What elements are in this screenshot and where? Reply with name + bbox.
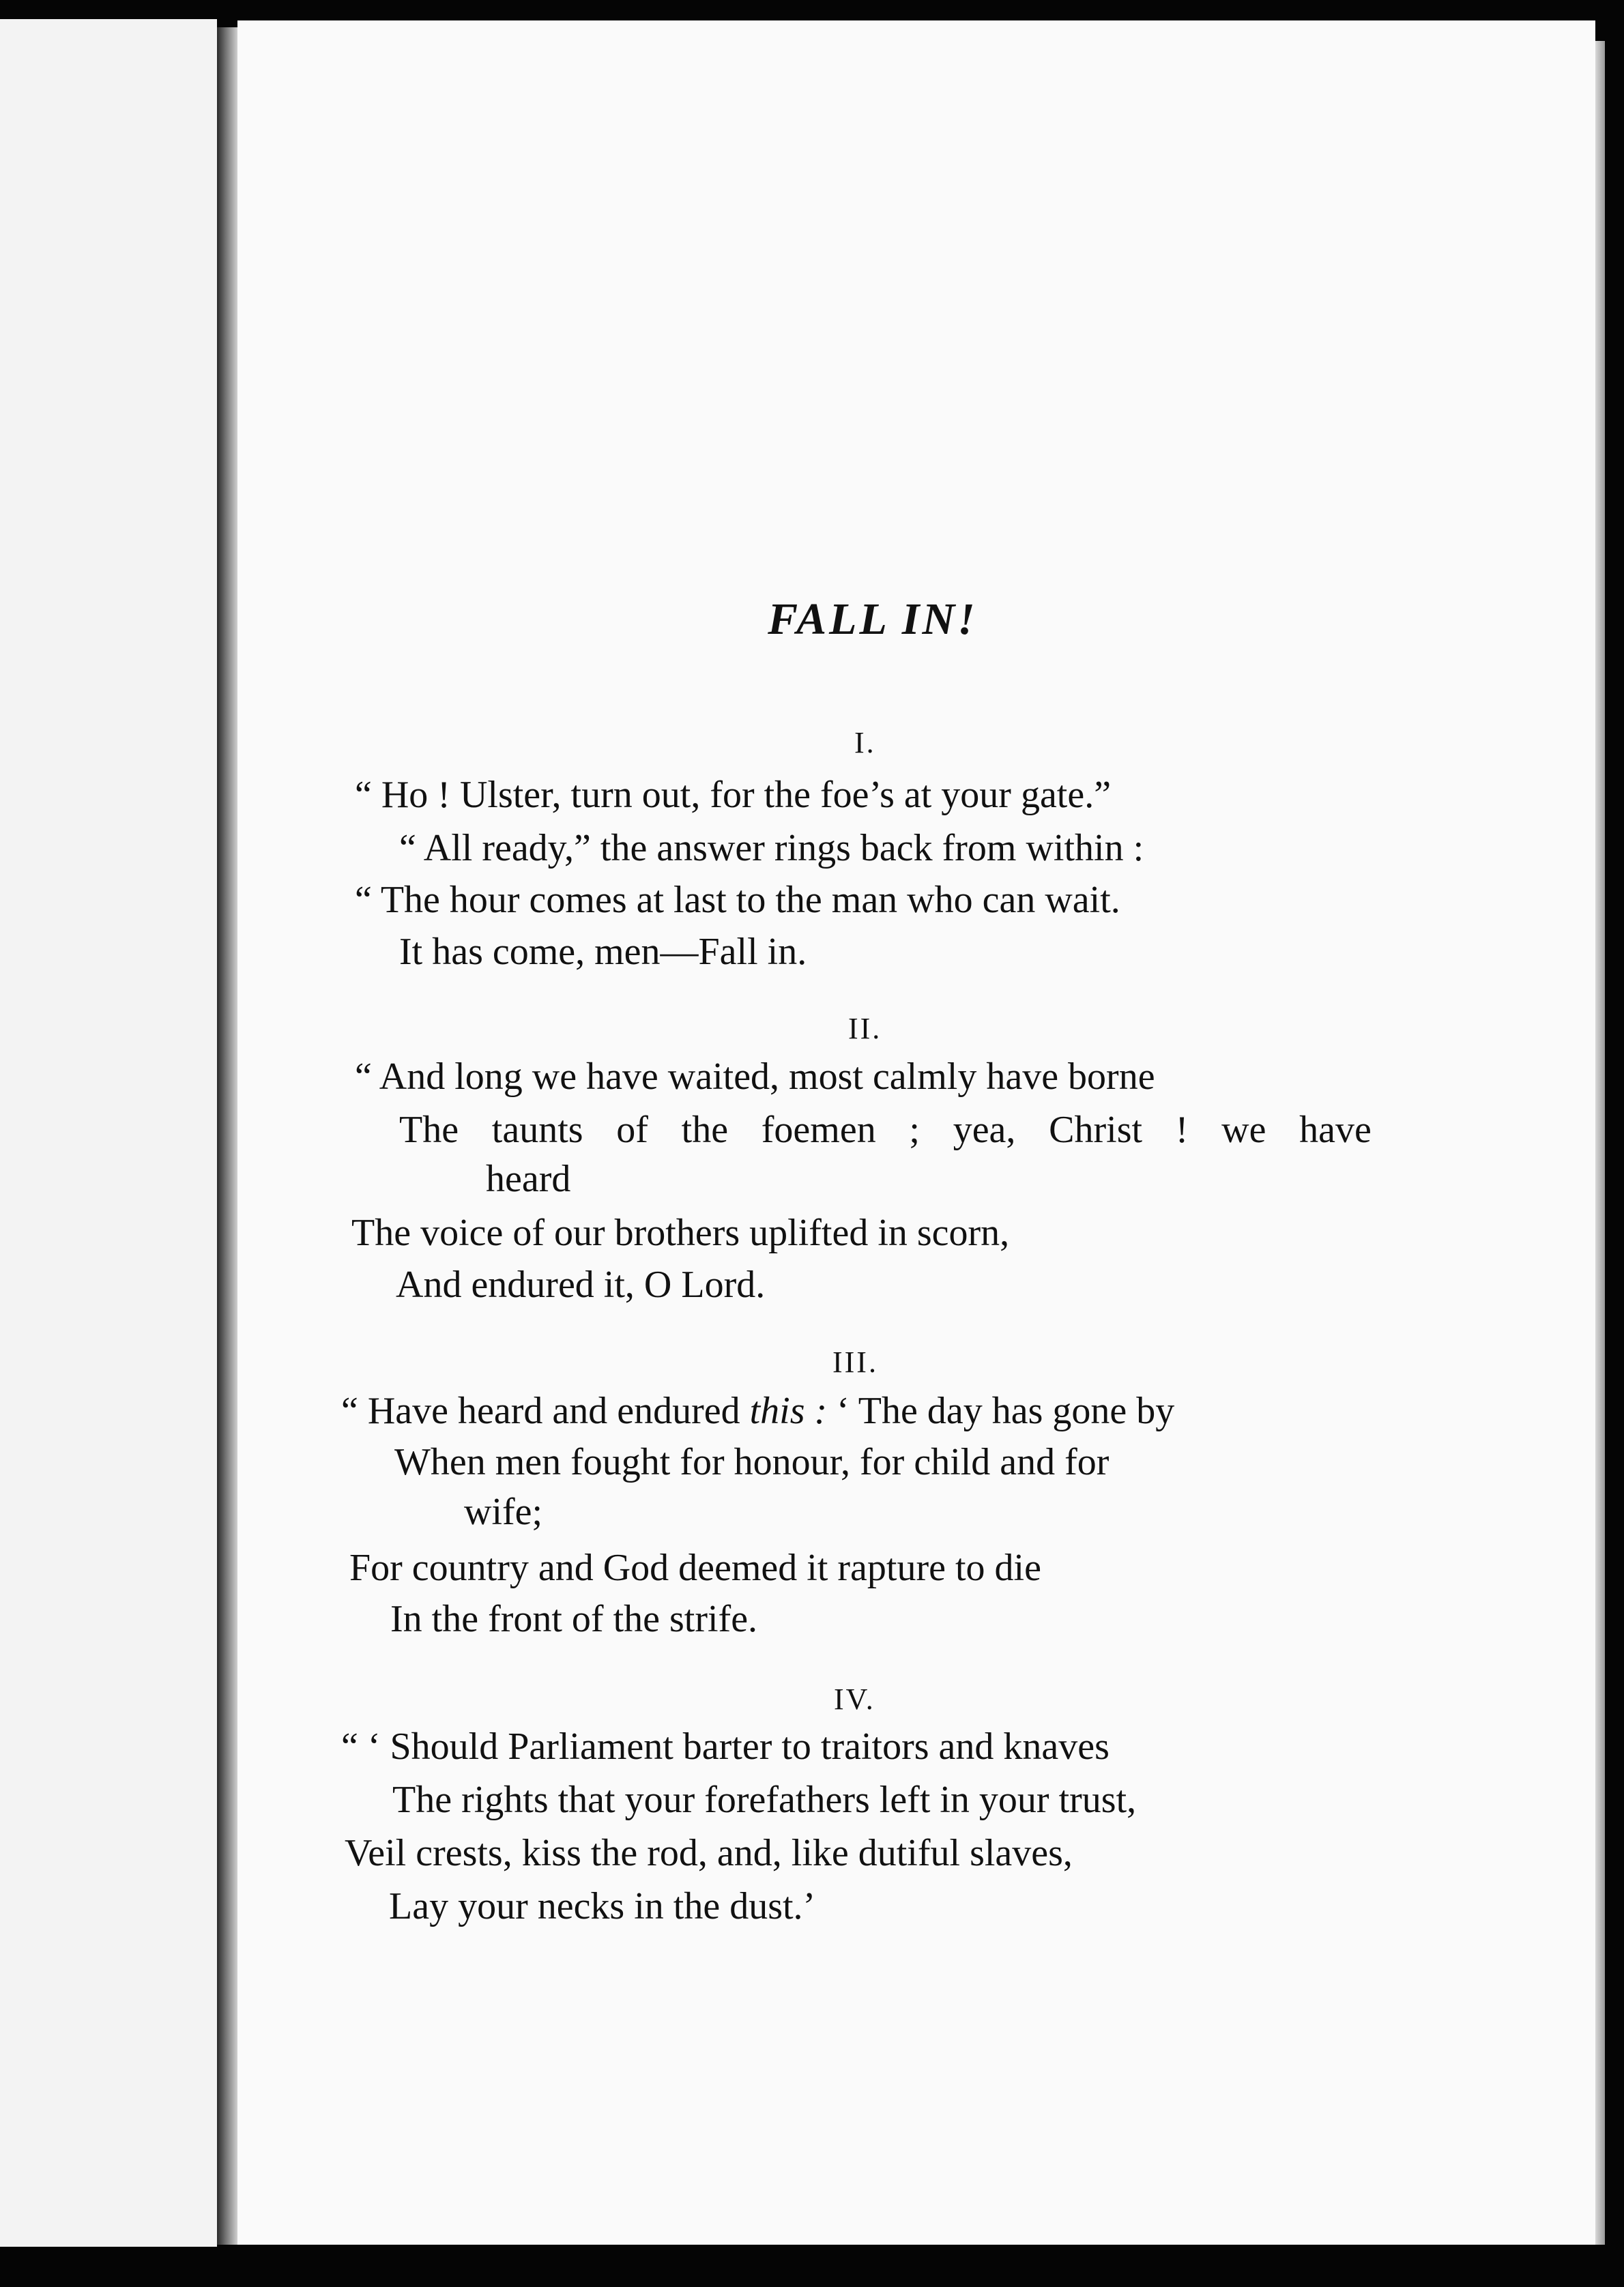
verse-line-1-1: “ Ho ! Ulster, turn out, for the foe’s at your gate.” [355, 774, 1112, 816]
verse-line-3-1-start: “ Have heard and endured [341, 1390, 750, 1432]
verse-line-3-4: For country and God deemed it rapture to die [349, 1547, 1041, 1589]
verse-line-4-3: Veil crests, kiss the rod, and, like dutiful slaves, [345, 1832, 1073, 1874]
verse-line-2-5: And endured it, O Lord. [396, 1264, 766, 1306]
verse-line-1-2: “ All ready,” the answer rings back from within : [399, 827, 1144, 869]
poem-title: FALL IN! [768, 594, 978, 644]
verse-word: yea, [953, 1109, 1016, 1151]
verse-line-3-2: When men fought for honour, for child and for [394, 1441, 1110, 1483]
verse-line-1-4: It has come, men—Fall in. [399, 931, 807, 973]
verse-word: ; [909, 1109, 920, 1151]
page-edge [1595, 41, 1605, 2245]
book-gutter [217, 27, 237, 2245]
stanza-number-1: I. [854, 726, 876, 759]
stanza-number-2: II. [848, 1012, 882, 1045]
verse-line-3-5: In the front of the strife. [390, 1598, 758, 1640]
verse-word: ! [1175, 1109, 1189, 1151]
verse-line-3-1 [341, 1392, 1174, 1430]
verse-word: have [1299, 1109, 1372, 1151]
verse-line-1-3: “ The hour comes at last to the man who can wait. [355, 879, 1120, 921]
verse-line-2-3: heard [486, 1158, 571, 1200]
verse-line-2-1: “ And long we have waited, most calmly have borne [355, 1055, 1155, 1098]
verse-word: foemen [761, 1109, 876, 1151]
verse-line-3-1-end: ‘ The day has gone by [827, 1390, 1175, 1432]
verse-line-4-4: Lay your necks in the dust.’ [389, 1885, 816, 1927]
verse-word: taunts [491, 1109, 583, 1151]
verse-line-2-4: The voice of our brothers uplifted in scorn, [351, 1212, 1010, 1254]
stanza-number-4: IV. [834, 1683, 875, 1716]
verse-word: The [399, 1109, 459, 1151]
verse-word: the [681, 1109, 729, 1151]
verse-line-2-2 [399, 1111, 1372, 1149]
verse-word: we [1221, 1109, 1266, 1151]
verse-line-4-2: The rights that your forefathers left in your trust, [392, 1779, 1137, 1821]
verse-line-4-1: “ ‘ Should Parliament barter to traitors and knaves [341, 1725, 1110, 1768]
verse-line-3-3: wife; [464, 1491, 543, 1533]
stanza-number-3: III. [832, 1345, 878, 1379]
left-page [0, 19, 217, 2247]
verse-line-3-1-emphasis: this : [749, 1390, 828, 1432]
verse-word: of [616, 1109, 648, 1151]
verse-line-2-2-text [399, 1111, 1372, 1149]
verse-word: Christ [1049, 1109, 1143, 1151]
